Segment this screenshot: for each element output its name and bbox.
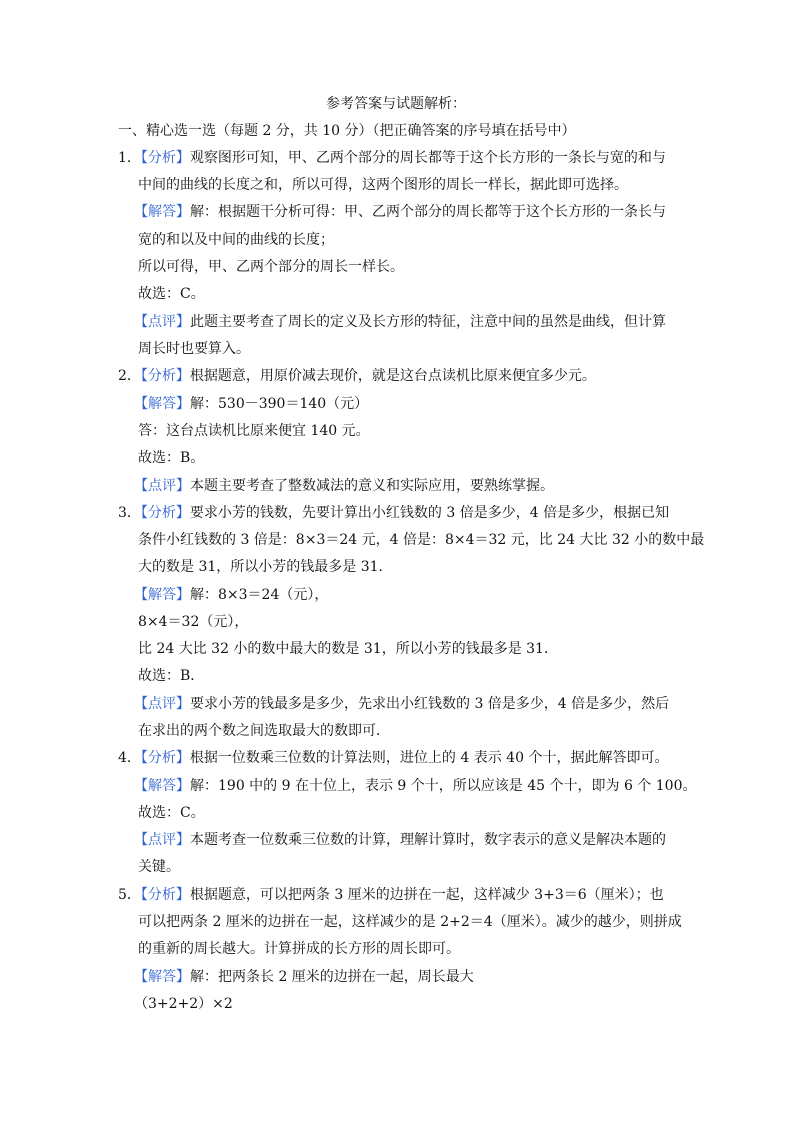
q1-comment-line-2: 周长时也要算入。 [138, 341, 250, 357]
q1-choice: 故选：C。 [138, 286, 205, 302]
q4-comment-line-2: 关键。 [138, 859, 180, 875]
question-number: 5． [118, 887, 141, 903]
q5-analysis-line-3: 的重新的周长越大。计算拼成的长方形的周长即可。 [138, 941, 460, 957]
analysis-tag: 【分析】 [140, 887, 190, 903]
q5-analysis-line-1 [118, 885, 664, 905]
q2-analysis-line-1 [118, 366, 596, 386]
question-number: 2． [118, 368, 141, 384]
q4-comment-line-1 [134, 830, 666, 850]
answer-tag: 【解答】 [134, 396, 190, 412]
q4-answer-line-1 [134, 776, 696, 796]
q1-analysis-line-2: 中间的曲线的长度之和，所以可得，这两个图形的周长一样长，据此即可选择。 [138, 177, 628, 193]
q3-answer-line-1 [134, 585, 328, 605]
q1-analysis-line-1 [118, 148, 666, 168]
answer-tag: 【解答】 [134, 587, 190, 603]
comment-tag: 【点评】 [134, 832, 190, 848]
analysis-tag: 【分析】 [140, 150, 190, 166]
q3-analysis-line-3: 大的数是 31，所以小芳的钱最多是 31． [138, 559, 393, 575]
analysis-tag: 【分析】 [140, 750, 190, 766]
comment-text: 此题主要考查了周长的定义及长方形的特征，注意中间的虽然是曲线，但计算 [190, 314, 666, 330]
analysis-text: 根据一位数乘三位数的计算法则，进位上的 4 表示 40 个十，据此解答即可。 [189, 750, 669, 766]
q3-answer-line-2: 8×4＝32（元）， [138, 614, 249, 630]
q3-analysis-line-1 [118, 503, 669, 523]
answer-tag: 【解答】 [134, 969, 190, 985]
q1-comment-line-1 [134, 312, 666, 332]
answer-tag: 【解答】 [134, 204, 190, 220]
question-number: 1． [118, 150, 141, 166]
answer-text: 解：190 中的 9 在十位上，表示 9 个十，所以应该是 45 个十，即为 6 个 100。 [190, 778, 697, 794]
q3-comment-line-1 [134, 694, 669, 714]
q5-formula: （3+2+2）×2 [134, 996, 233, 1012]
comment-text: 要求小芳的钱最多是多少，先求出小红钱数的 3 倍是多少，4 倍是多少，然后 [190, 696, 670, 712]
section-heading: 一、精心选一选（每题 2 分，共 10 分）（把正确答案的序号填在括号中） [118, 123, 576, 139]
q2-answer-line-2: 答：这台点读机比原来便宜 140 元。 [138, 423, 370, 439]
q2-choice: 故选：B。 [138, 450, 205, 466]
answer-text: 解：8×3＝24（元）， [190, 587, 329, 603]
q3-choice: 故选：B． [138, 668, 205, 684]
analysis-text: 要求小芳的钱数，先要计算出小红钱数的 3 倍是多少，4 倍是多少，根据已知 [189, 505, 670, 521]
question-number: 4． [118, 750, 141, 766]
page-title: 参考答案与试题解析： [326, 96, 466, 112]
comment-text: 本题考查一位数乘三位数的计算，理解计算时，数字表示的意义是解决本题的 [190, 832, 666, 848]
q1-answer-line-2: 宽的和以及中间的曲线的长度； [138, 232, 334, 248]
q5-answer-line-1 [134, 967, 474, 987]
answer-text: 解：根据题干分析可得：甲、乙两个部分的周长都等于这个长方形的一条长与 [190, 204, 666, 220]
comment-text: 本题主要考查了整数减法的意义和实际应用，要熟练掌握。 [190, 478, 554, 494]
analysis-tag: 【分析】 [140, 505, 190, 521]
comment-tag: 【点评】 [134, 478, 190, 494]
comment-tag: 【点评】 [134, 314, 190, 330]
q1-answer-line-1 [134, 202, 666, 222]
q4-choice: 故选：C。 [138, 805, 205, 821]
analysis-text: 根据题意，可以把两条 3 厘米的边拼在一起，这样减少 3+3＝6（厘米）；也 [189, 887, 664, 903]
answer-text: 解：530－390＝140（元） [190, 396, 369, 412]
analysis-tag: 【分析】 [140, 368, 190, 384]
q3-analysis-line-2: 条件小红钱数的 3 倍是：8×3＝24 元，4 倍是：8×4＝32 元，比 24 大比 32 小的数中最 [138, 532, 705, 548]
q3-answer-line-3: 比 24 大比 32 小的数中最大的数是 31，所以小芳的钱最多是 31． [138, 641, 558, 657]
comment-tag: 【点评】 [134, 696, 190, 712]
q3-comment-line-2: 在求出的两个数之间选取最大的数即可． [138, 723, 390, 739]
answer-tag: 【解答】 [134, 778, 190, 794]
q2-comment-line-1 [134, 476, 554, 496]
q2-answer-line-1 [134, 394, 368, 414]
q5-analysis-line-2: 可以把两条 2 厘米的边拼在一起，这样减少的是 2+2＝4（厘米）。减少的越少，则拼成 [138, 914, 682, 930]
answer-text: 解：把两条长 2 厘米的边拼在一起，周长最大 [190, 969, 474, 985]
analysis-text: 根据题意，用原价减去现价，就是这台点读机比原来便宜多少元。 [189, 368, 596, 384]
analysis-text: 观察图形可知，甲、乙两个部分的周长都等于这个长方形的一条长与宽的和与 [189, 150, 666, 166]
question-number: 3． [118, 505, 141, 521]
q1-answer-line-3: 所以可得，甲、乙两个部分的周长一样长。 [138, 259, 404, 275]
q4-analysis-line-1 [118, 748, 668, 768]
